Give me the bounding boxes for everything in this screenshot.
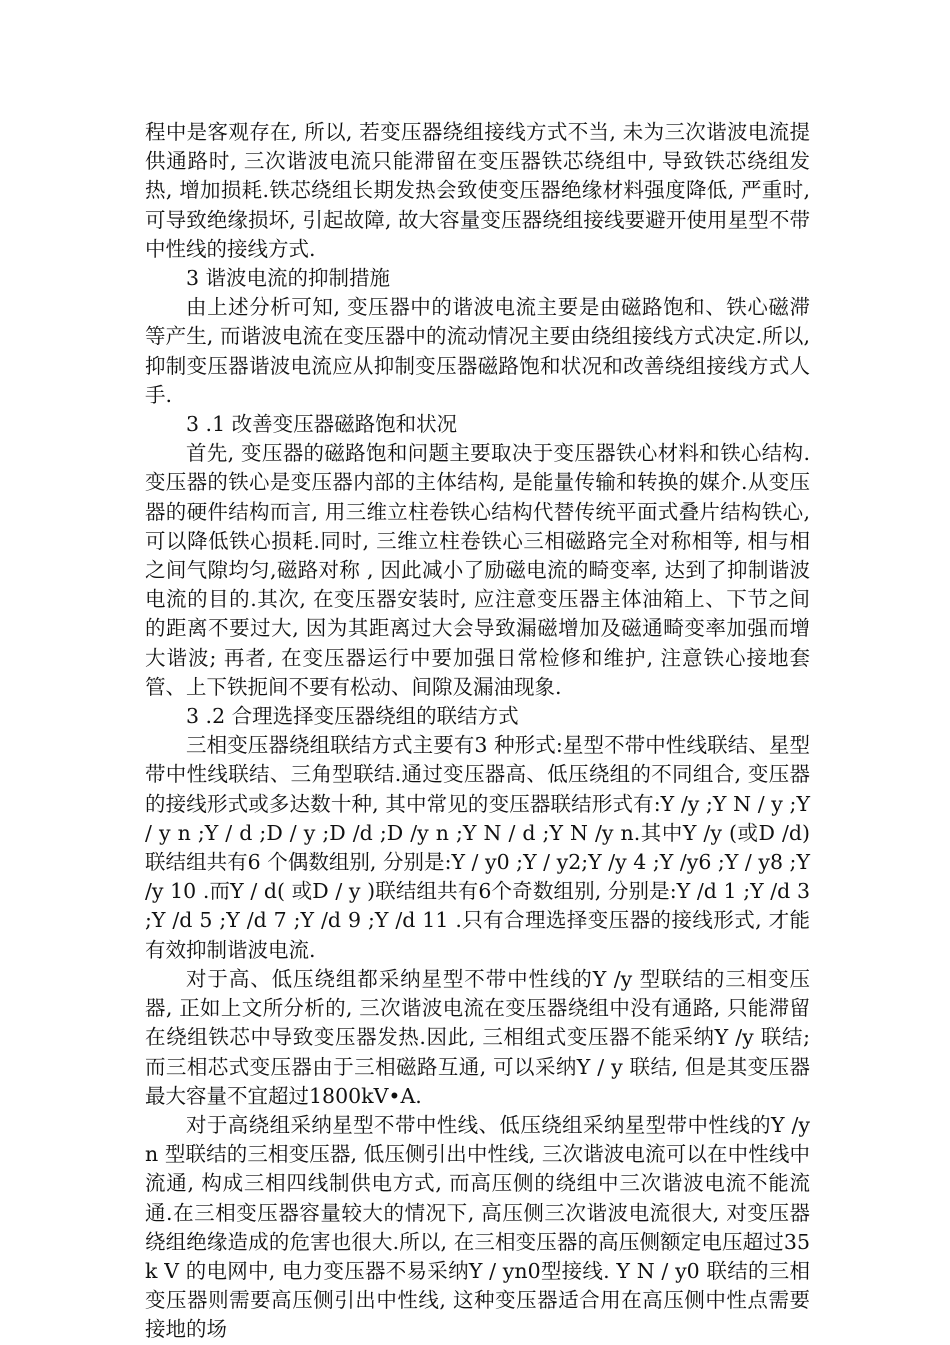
section-3-intro-paragraph: 由上述分析可知, 变压器中的谐波电流主要是由磁路饱和、铁心磁滞等产生, 而谐波电流在变压器中的流动情况主要由绕组接线方式决定.所以, 抑制变压器谐波电流应从抑制变压器磁路饱和状况和改善绕组接线方式人手.	[145, 295, 810, 407]
section-3-2-paragraph-connection-types: 三相变压器绕组联结方式主要有3 种形式:星型不带中性线联结、星型带中性线联结、三角型联结.通过变压器高、低压绕组的不同组合, 变压器的接线形式或多达数十种, 其中常见的变压器联结形式有:Y /y ;Y N / y ;Y / y n ;Y / d ;D / y ;D /d ;D /y n ;Y N / d ;Y N /y n.其中Y /y (或D /d) 联结组共有6 个偶数组别, 分别是:Y / y0 ;Y / y2;Y /y 4 ;Y /y6 ;Y / y8 ;Y /y 10 .而Y / d( 或D / y )联结组共有6个奇数组别, 分别是:Y /d 1 ;Y /d 3 ;Y /d 5 ;Y /d 7 ;Y /d 9 ;Y /d 11 .只有合理选择变压器的接线形式, 才能有效抑制谐波电流.	[145, 733, 810, 962]
section-3-1-heading: 3 .1 改善变压器磁路饱和状况	[186, 412, 458, 437]
continuation-paragraph: 程中是客观存在, 所以, 若变压器绕组接线方式不当, 未为三次谐波电流提供通路时, 三次谐波电流只能滞留在变压器铁芯绕组中, 导致铁芯绕组发热, 增加损耗.铁芯绕组长期发热会致使变压器绝缘材料强度降低, 严重时, 可导致绝缘损坏, 引起故障, 故大容量变压器绕组接线要避开使用星型不带中性线的接线方式.	[145, 120, 810, 261]
section-3-heading: 3 谐波电流的抑制措施	[186, 266, 391, 291]
section-3-2-paragraph-yy: 对于高、低压绕组都采纳星型不带中性线的Y /y 型联结的三相变压器, 正如上文所分析的, 三次谐波电流在变压器绕组中没有通路, 只能滞留在绕组铁芯中导致变压器发热.因此, 三相组式变压器不能采纳Y /y 联结;而三相芯式变压器由于三相磁路互通, 可以采纳Y / y 联结, 但是其变压器最大容量不宜超过1800kV•A.	[145, 966, 810, 1108]
section-3-2-paragraph-yyn: 对于高绕组采纳星型不带中性线、低压绕组采纳星型带中性线的Y /y n 型联结的三相变压器, 低压侧引出中性线, 三次谐波电流可以在中性线中流通, 构成三相四线制供电方式, 而高压侧的绕组中三次谐波电流不能流通.在三相变压器容量较大的情况下, 高压侧三次谐波电流很大, 对变压器绕组绝缘造成的危害也很大.所以, 在三相变压器的高压侧额定电压超过35 k V 的电网中, 电力变压器不易采纳Y / yn0型接线. Y N / y0 联结的三相变压器则需要高压侧引出中性线, 这种变压器适合用在高压侧中性点需要接地的场	[145, 1112, 810, 1342]
section-3-2-heading: 3 .2 合理选择变压器绕组的联结方式	[186, 704, 519, 729]
section-3-1-paragraph: 首先, 变压器的磁路饱和问题主要取决于变压器铁心材料和铁心结构.变压器的铁心是变压器内部的主体结构, 是能量传输和转换的媒介.从变压器的硬件结构而言, 用三维立柱卷铁心结构代替传统平面式叠片结构铁心, 可以降低铁心损耗.同时, 三维立柱卷铁心三相磁路完全对称相等, 相与相之间气隙均匀,磁路对称 , 因此减小了励磁电流的畸变率, 达到了抑制谐波电流的目的.其次, 在变压器安装时, 应注意变压器主体油箱上、下节之间的距离不要过大, 因为其距离过大会导致漏磁增加及磁通畸变率加强而增大谐波; 再者, 在变压器运行中要加强日常检修和维护, 注意铁心接地套管、上下铁扼间不要有松动、间隙及漏油现象.	[145, 441, 810, 699]
document-body	[145, 118, 810, 1345]
